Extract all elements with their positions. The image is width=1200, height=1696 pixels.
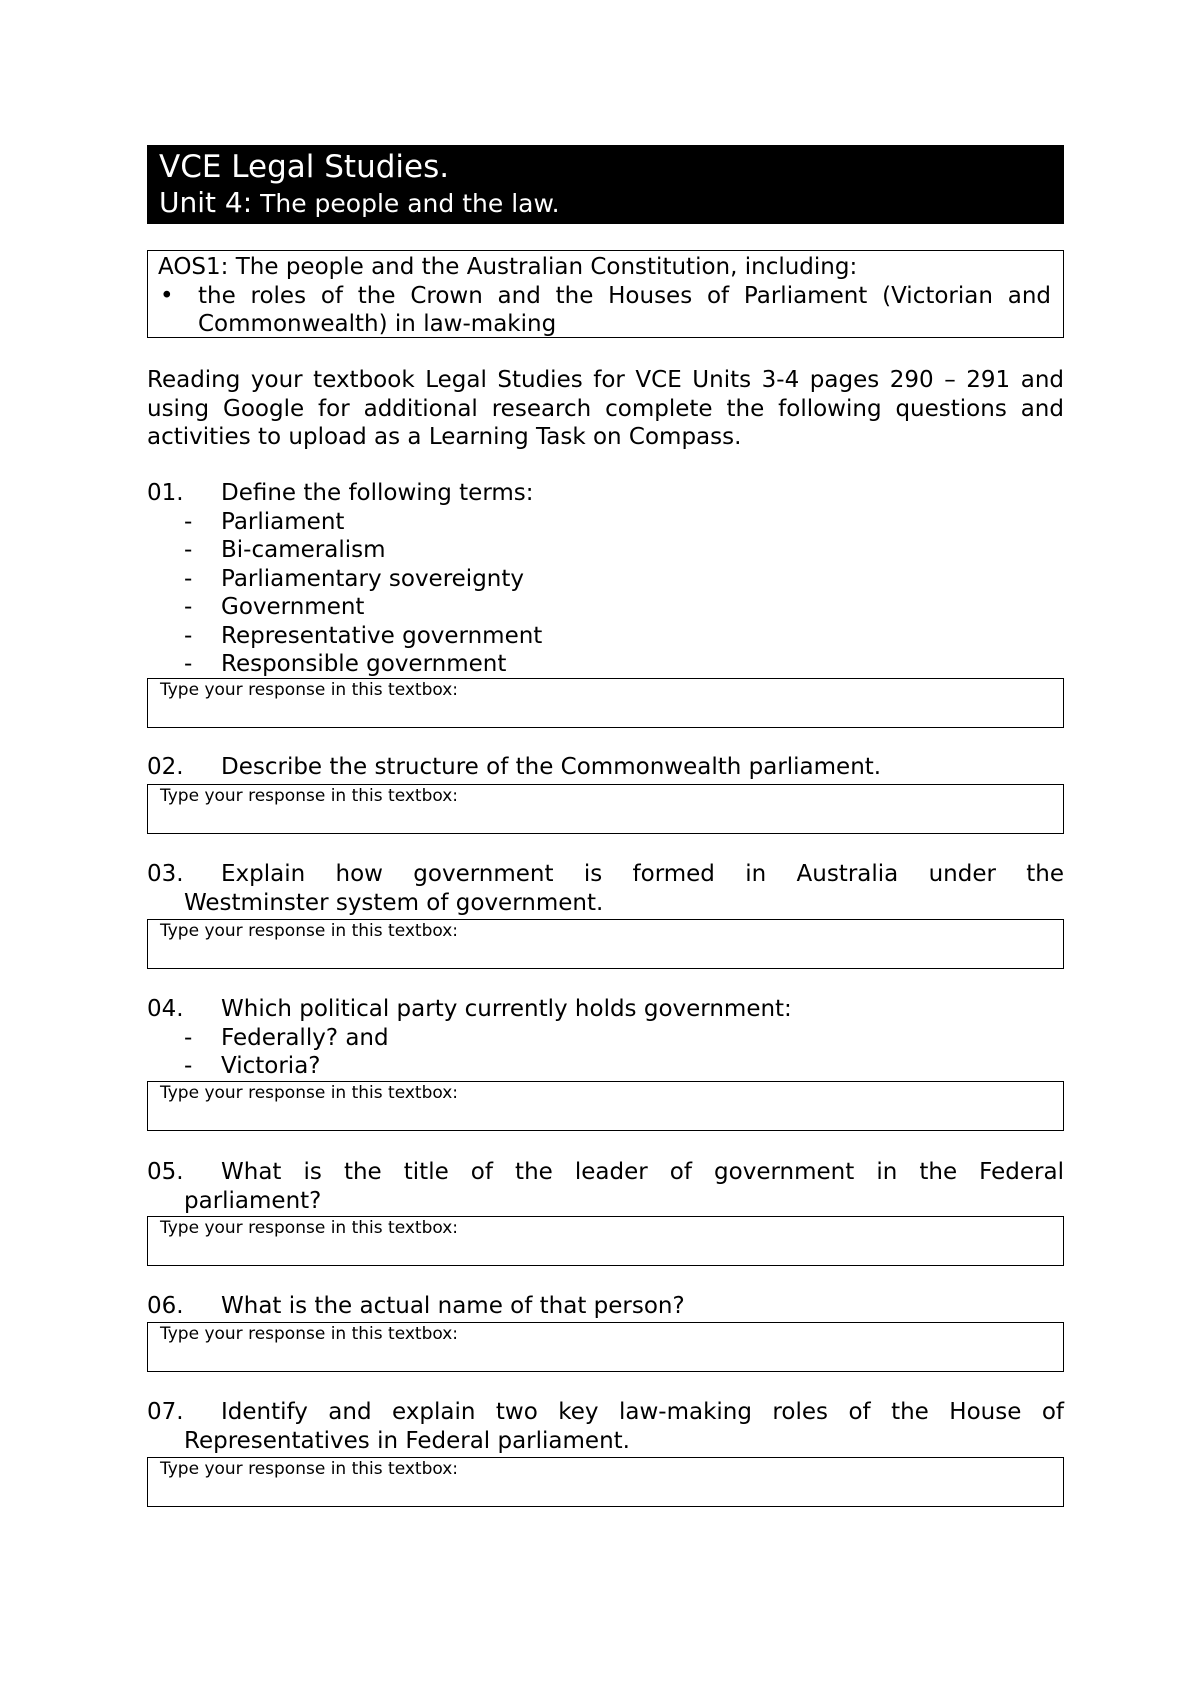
question-text-continuation: Representatives in Federal parliament.: [184, 1427, 630, 1454]
course-title: VCE Legal Studies.: [159, 149, 450, 185]
question-text: Describe the structure of the Commonwealth parliament.: [221, 754, 882, 780]
aos-bullet-text: the roles of the Crown and the Houses of Parliament (Victorian and Commonwealth) in law-making: [198, 282, 1051, 337]
question-number: 05.: [147, 1159, 184, 1185]
dash-icon: -: [184, 1053, 193, 1079]
bullet-icon: •: [160, 282, 174, 309]
aos-heading: AOS1: The people and the Australian Constitution, including:: [158, 254, 858, 280]
question-text: Explain how government is formed in Australia under the: [221, 861, 1064, 887]
area-of-study-box: [147, 250, 1064, 338]
response-textbox[interactable]: Type your response in this textbox:: [147, 678, 1064, 728]
dash-icon: -: [184, 651, 193, 677]
question-07: [147, 1398, 1064, 1455]
intro-paragraph: Reading your textbook Legal Studies for VCE Units 3-4 pages 290 – 291 and using Google for additional research complete the following questions and activities to upload as a Learning Task on Compass.: [147, 367, 1064, 450]
question-number: 07.: [147, 1399, 184, 1425]
unit-label: Unit 4:: [159, 186, 253, 219]
question-text: Which political party currently holds government:: [221, 996, 792, 1022]
list-item: - Government: [147, 593, 1064, 622]
question-02: [147, 753, 1064, 782]
dash-icon: -: [184, 565, 193, 592]
question-text: What is the title of the leader of government in the Federal: [221, 1159, 1064, 1185]
question-number: 06.: [147, 1293, 184, 1319]
question-number: 04.: [147, 996, 184, 1022]
list-item: - Federally? and: [147, 1024, 1064, 1053]
unit-subtitle: The people and the law.: [252, 189, 560, 218]
dash-icon: -: [184, 622, 193, 649]
question-number: 03.: [147, 861, 184, 887]
question-number: 01.: [147, 480, 184, 506]
terms-list: [147, 1024, 1064, 1081]
dash-icon: -: [184, 1024, 193, 1051]
response-textbox[interactable]: Type your response in this textbox:: [147, 1216, 1064, 1266]
list-item: - Representative government: [147, 622, 1064, 651]
question-03: [147, 860, 1064, 917]
response-textbox[interactable]: Type your response in this textbox:: [147, 1322, 1064, 1372]
list-item: - Parliamentary sovereignty: [147, 565, 1064, 594]
terms-list: [147, 508, 1064, 679]
document-title-banner: [147, 145, 1064, 224]
unit-title: [159, 185, 1064, 222]
dash-icon: -: [184, 594, 193, 620]
question-06: [147, 1292, 1064, 1321]
question-text: Identify and explain two key law-making roles of the House of: [221, 1399, 1064, 1425]
question-04: [147, 995, 1064, 1081]
question-text: Define the following terms:: [221, 480, 534, 506]
list-item: - Responsible government: [147, 650, 1064, 679]
list-item: - Bi-cameralism: [147, 536, 1064, 565]
response-textbox[interactable]: Type your response in this textbox:: [147, 1081, 1064, 1131]
response-textbox[interactable]: Type your response in this textbox:: [147, 784, 1064, 834]
response-textbox[interactable]: Type your response in this textbox:: [147, 919, 1064, 969]
question-text: What is the actual name of that person?: [221, 1293, 685, 1319]
response-textbox[interactable]: Type your response in this textbox:: [147, 1457, 1064, 1507]
question-05: [147, 1158, 1064, 1215]
question-01: [147, 479, 1064, 679]
question-number: 02.: [147, 754, 184, 780]
list-item: - Victoria?: [147, 1052, 1064, 1081]
question-text-continuation: parliament?: [184, 1187, 322, 1214]
aos-bullet-item: [158, 282, 1051, 339]
list-item: - Parliament: [147, 508, 1064, 537]
dash-icon: -: [184, 508, 193, 535]
dash-icon: -: [184, 537, 193, 563]
question-text-continuation: Westminster system of government.: [184, 889, 604, 916]
